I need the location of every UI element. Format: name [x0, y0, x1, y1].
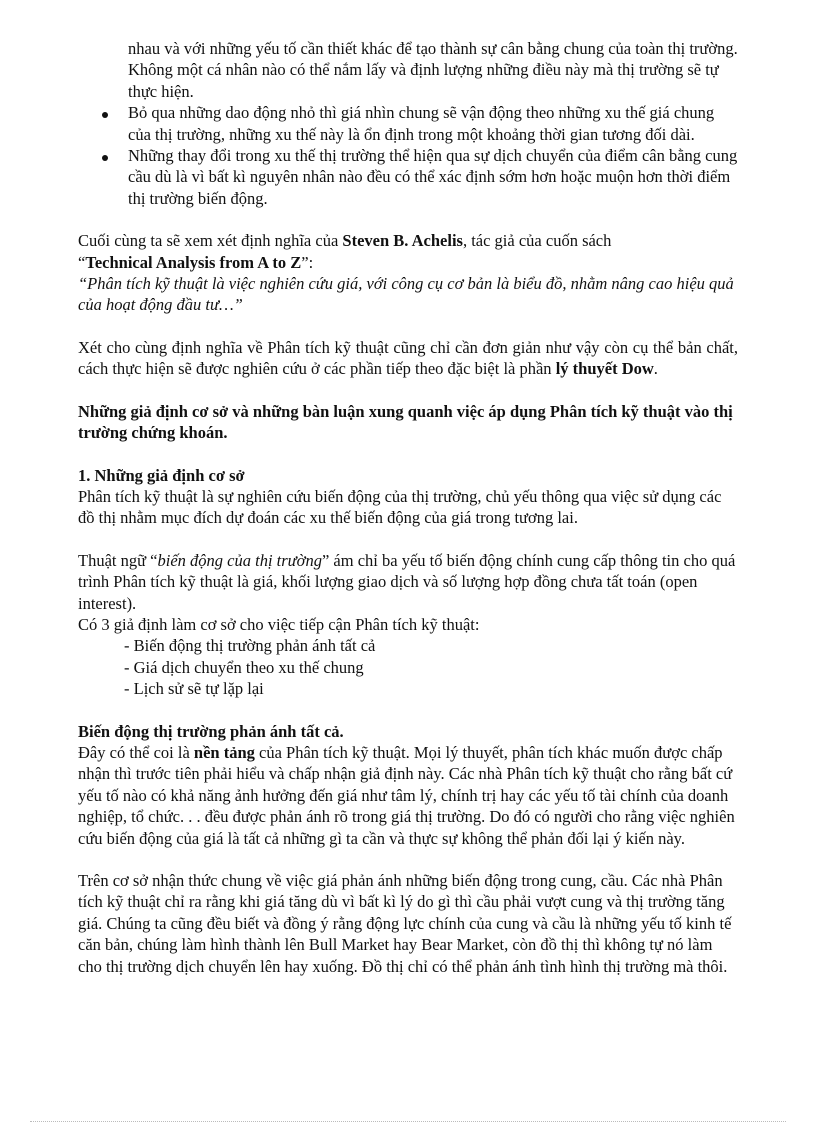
- reflects-heading: Biến động thị trường phản ánh tất cả.: [78, 721, 344, 741]
- assumption-item: - Lịch sử sẽ tự lặp lại: [124, 679, 264, 699]
- subsection-heading: 1. Những giả định cơ sở: [78, 465, 245, 485]
- bullet-list: [78, 102, 738, 209]
- supply-demand-paragraph: Trên cơ sở nhận thức chung về việc giá phản ánh những biến động trong cung, cầu. Các nhà Phân tích kỹ thuật chỉ ra rằng khi giá tăng dù vì bất kì lý do gì thì cầu phải vượt cung và thị trường tăng giá. Chúng ta cũng đều biết và đồng ý rằng động lực chính của cung và cầu là những yếu tố kinh tế căn bản, chúng làm hình thành lên Bull Market hay Bear Market, còn đồ thị thì không tự nó làm cho thị trường dịch chuyển lên hay xuống. Đồ thị chỉ có thể phản ánh tình hình thị trường mà thôi.: [78, 871, 732, 976]
- assumption-item: - Biến động thị trường phản ánh tất cả: [124, 636, 376, 656]
- achelis-paragraph: Cuối cùng ta sẽ xem xét định nghĩa của Steven B. Achelis, tác giả của cuốn sách “Technical Analysis from A to Z”:: [78, 231, 612, 272]
- intro-continuation: nhau và với những yếu tố cần thiết khác để tạo thành sự cân bằng chung của toàn thị trường. Không một cá nhân nào có thể nắm lấy và định lượng những điều này mà thị trường sẽ tự thực hiện.: [128, 39, 738, 101]
- conclusion-paragraph: Xét cho cùng định nghĩa về Phân tích kỹ thuật cũng chỉ cần đơn giản như vậy còn cụ thể bản chất, cách thực hiện sẽ được nghiên cứu ở các phần tiếp theo đặc biệt là phần lý thuyết Dow.: [78, 337, 738, 379]
- bullet-dot-icon: [102, 112, 108, 118]
- page-bottom-border: [30, 1121, 786, 1122]
- document-page: [78, 38, 738, 977]
- section-heading: Những giả định cơ sở và những bàn luận xung quanh việc áp dụng Phân tích kỹ thuật vào thị trường chứng khoán.: [78, 401, 733, 443]
- bullet-dot-icon: [102, 155, 108, 161]
- assumptions-intro: Có 3 giả định làm cơ sở cho việc tiếp cận Phân tích kỹ thuật:: [78, 614, 480, 634]
- term-paragraph: Thuật ngữ “biến động của thị trường” ám chỉ ba yếu tố biến động chính cung cấp thông tin cho quá trình Phân tích kỹ thuật là giá, khối lượng giao dịch và số lượng hợp đồng chưa tất toán (open interest).: [78, 550, 736, 613]
- book-title: Technical Analysis from A to Z: [85, 252, 302, 272]
- assumption-item: - Giá dịch chuyển theo xu thế chung: [124, 657, 364, 677]
- definition-paragraph: Phân tích kỹ thuật là sự nghiên cứu biến động của thị trường, chủ yếu thông qua việc sử dụng các đồ thị nhằm mục đích dự đoán các xu thế biến động của giá trong tương lai.: [78, 486, 722, 528]
- author-name: Steven B. Achelis: [342, 231, 463, 251]
- bullet-item: Những thay đổi trong xu thế thị trường thể hiện qua sự dịch chuyển của điểm cân bằng cung cầu dù là vì bất kì nguyên nhân nào đều có thể xác định sớm hơn hoặc muộn hơn thời điểm thị trường biến động.: [78, 145, 738, 209]
- achelis-quote: “Phân tích kỹ thuật là việc nghiên cứu giá, với công cụ cơ bản là biểu đồ, nhằm nâng cao hiệu quả của hoạt động đầu tư…”: [78, 274, 734, 315]
- bullet-item: Bỏ qua những dao động nhỏ thì giá nhìn chung sẽ vận động theo những xu thế giá chung của thị trường, những xu thế này là ổn định trong một khoảng thời gian tương đối dài.: [78, 102, 738, 145]
- foundation-paragraph: Đây có thể coi là nền tảng của Phân tích kỹ thuật. Mọi lý thuyết, phân tích khác muốn được chấp nhận thì trước tiên phải hiểu và chấp nhận giả định này. Các nhà Phân tích kỹ thuật cho rằng bất cứ yếu tố nào có khả năng ảnh hưởng đến giá như tâm lý, chính trị hay các yếu tố tài chính của doanh nghiệp, tổ chức. . . đều được phản ánh rõ trong giá thị trường. Do đó có người cho rằng việc nghiên cứu biến động của giá là tất cả những gì ta cần và thực sự không thể phản đối lại ý kiến này.: [78, 742, 735, 848]
